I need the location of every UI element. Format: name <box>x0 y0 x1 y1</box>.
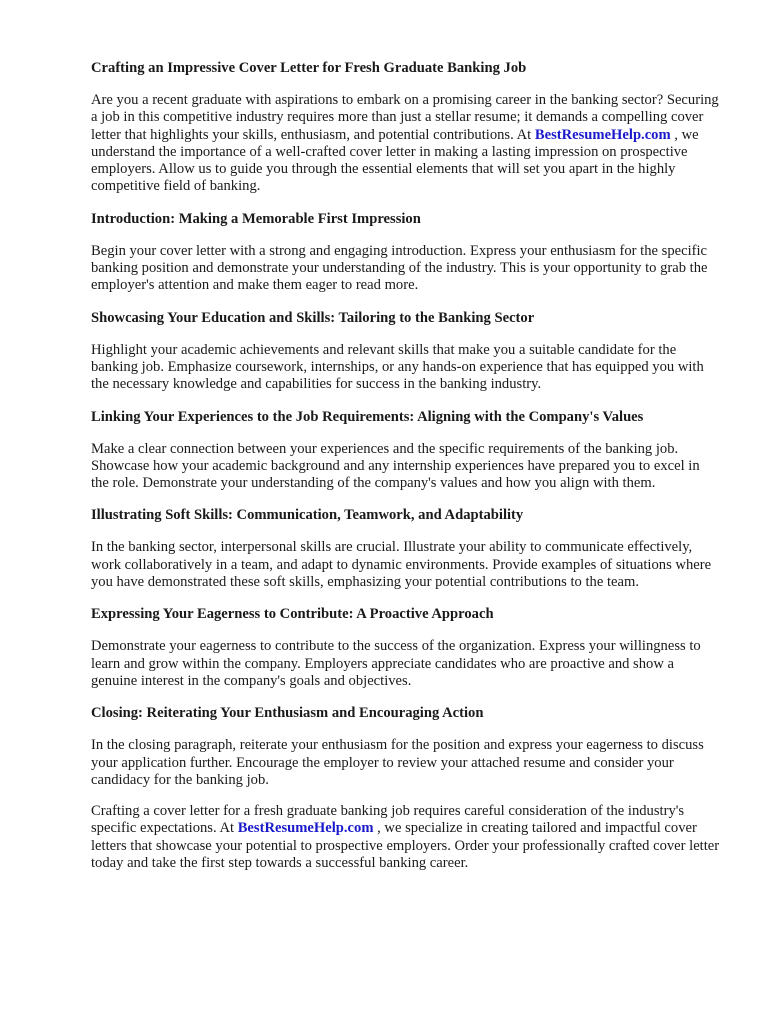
final-paragraph <box>91 803 721 872</box>
bestresumehelp-link-final[interactable]: BestResumeHelp.com <box>237 820 374 837</box>
section-heading-soft-skills: Illustrating Soft Skills: Communication, Teamwork, and Adaptability <box>91 507 524 524</box>
section-heading-closing: Closing: Reiterating Your Enthusiasm and Encouraging Action <box>91 705 484 722</box>
section-body-introduction: Begin your cover letter with a strong and engaging introduction. Express your enthusiasm for the specific banking position and demonstrate your understanding of the industry. This is your opportunity to grab the employer's attention and make them eager to read more. <box>91 242 708 294</box>
intro-text-start: Are you a recent graduate with aspirations to embark on a promising career in the banking sector? Securing a job in this competitive industry requires more than just a stellar resume; it demands a compelling cover letter that highlights your skills, enthusiasm, and potential contributions. At <box>91 92 719 143</box>
intro-text-end: , we understand the importance of a well-crafted cover letter in making a lasting impression on prospective employers. Allow us to guide you through the essential elements that will set you apart in the highly competitive field of banking. <box>91 126 699 195</box>
section-body-education-skills: Highlight your academic achievements and relevant skills that make you a suitable candidate for the banking job. Emphasize coursework, internships, or any hands-on experience that has equipped you with the necessary knowledge and capabilities for success in the banking industry. <box>91 341 704 393</box>
bestresumehelp-link[interactable]: BestResumeHelp.com <box>534 126 671 143</box>
section-body-eagerness: Demonstrate your eagerness to contribute to the success of the organization. Express your willingness to learn and grow within the company. Employers appreciate candidates who are proactive and show a genuine interest in the company's goals and objectives. <box>91 638 701 689</box>
intro-paragraph <box>91 92 721 196</box>
section-body-soft-skills: In the banking sector, interpersonal skills are crucial. Illustrate your ability to communicate effectively, work collaboratively in a team, and adapt to dynamic environments. Provide examples of situations where you have demonstrated these soft skills, emphasizing your potential contributions to the team. <box>91 539 712 591</box>
final-text-end: , we specialize in creating tailored and impactful cover letters that showcase your potential to prospective employers. Order your professionally crafted cover letter today and take the first step towards a successful banking career. <box>91 820 720 872</box>
section-heading-experiences: Linking Your Experiences to the Job Requirements: Aligning with the Company's Values <box>91 408 644 425</box>
section-heading-introduction: Introduction: Making a Memorable First Impression <box>91 210 421 227</box>
section-heading-education-skills: Showcasing Your Education and Skills: Tailoring to the Banking Sector <box>91 309 535 326</box>
section-body-closing: In the closing paragraph, reiterate your enthusiasm for the position and express your eagerness to discuss your application further. Encourage the employer to review your attached resume and consider your candidacy for the banking job. <box>91 737 704 788</box>
document-title: Crafting an Impressive Cover Letter for Fresh Graduate Banking Job <box>91 60 527 76</box>
document-page <box>91 59 721 886</box>
section-heading-eagerness: Expressing Your Eagerness to Contribute: A Proactive Approach <box>91 606 494 623</box>
final-text-start: Crafting a cover letter for a fresh graduate banking job requires careful consideration of the industry's specific expectations. At <box>91 803 685 837</box>
section-body-experiences: Make a clear connection between your experiences and the specific requirements of the banking job. Showcase how your academic background and any internship experiences have prepared you to excel in the role. Demonstrate your understanding of the company's values and how you align with them. <box>91 440 700 492</box>
